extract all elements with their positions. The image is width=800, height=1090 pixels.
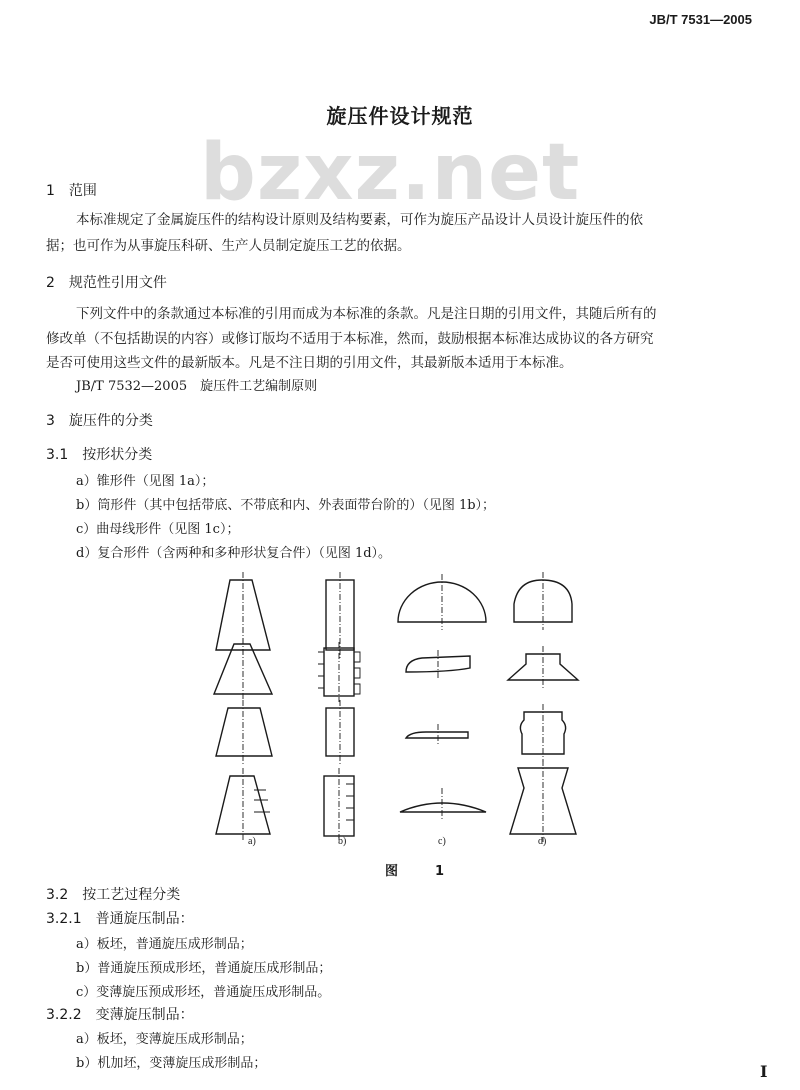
section-1-paragraph-line: 据；也可作为从事旋压科研、生产人员制定旋压工艺的依据。 (46, 238, 411, 254)
figure-label-b: b) (338, 836, 347, 847)
list-item: a）板坯，变薄旋压成形制品； (76, 1032, 253, 1047)
document-title: 旋压件设计规范 (326, 104, 474, 128)
watermark: bzxz.net (200, 128, 581, 218)
section-3-1-heading: 3.1 按形状分类 (46, 447, 153, 463)
list-item: d）复合形件（含两种和多种形状复合件）（见图 1d）。 (76, 546, 392, 561)
figure-caption: 图 1 (385, 864, 457, 879)
figure-label-d: d) (538, 836, 547, 847)
page-mark: I (760, 1062, 768, 1081)
cylinder-shapes (318, 572, 360, 844)
cone-shapes (214, 572, 272, 842)
section-2-paragraph-line: 下列文件中的条款通过本标准的引用而成为本标准的条款。凡是注日期的引用文件，其随后所有的 (76, 306, 657, 322)
curved-generatrix-shapes (398, 574, 486, 820)
normative-reference: JB/T 7532—2005 旋压件工艺编制原则 (76, 379, 318, 394)
list-item: b）筒形件（其中包括带底、不带底和内、外表面带台阶的）（见图 1b）； (76, 498, 496, 513)
section-2-paragraph-line: 是否可使用这些文件的最新版本。凡是不注日期的引用文件，其最新版本适用于本标准。 (46, 355, 573, 371)
section-2-heading: 2 规范性引用文件 (46, 275, 167, 291)
compound-shapes (508, 572, 578, 842)
section-3-2-1-heading: 3.2.1 普通旋压制品： (46, 911, 194, 927)
figure-label-a: a) (248, 836, 256, 847)
figure-1-diagram (200, 568, 600, 858)
list-item: b）普通旋压预成形坯，普通旋压成形制品； (76, 961, 332, 976)
list-item: c）变薄旋压预成形坯，普通旋压成形制品。 (76, 985, 331, 1000)
section-1-paragraph-line: 本标准规定了金属旋压件的结构设计原则及结构要素，可作为旋压产品设计人员设计旋压件的依 (76, 212, 643, 228)
list-item: a）锥形件（见图 1a）； (76, 474, 215, 489)
section-3-2-2-heading: 3.2.2 变薄旋压制品： (46, 1007, 194, 1023)
list-item: a）板坯，普通旋压成形制品； (76, 937, 253, 952)
list-item: c）曲母线形件（见图 1c）； (76, 522, 240, 537)
figure-label-c: c) (438, 836, 446, 847)
section-1-heading: 1 范围 (46, 183, 97, 199)
section-2-paragraph-line: 修改单（不包括勘误的内容）或修订版均不适用于本标准，然而，鼓励根据本标准达成协议的各方研究 (46, 331, 654, 347)
section-3-heading: 3 旋压件的分类 (46, 413, 153, 429)
section-3-2-heading: 3.2 按工艺过程分类 (46, 887, 181, 903)
standard-code: JB/T 7531—2005 (649, 12, 752, 27)
list-item: b）机加坯，变薄旋压成形制品； (76, 1056, 267, 1071)
